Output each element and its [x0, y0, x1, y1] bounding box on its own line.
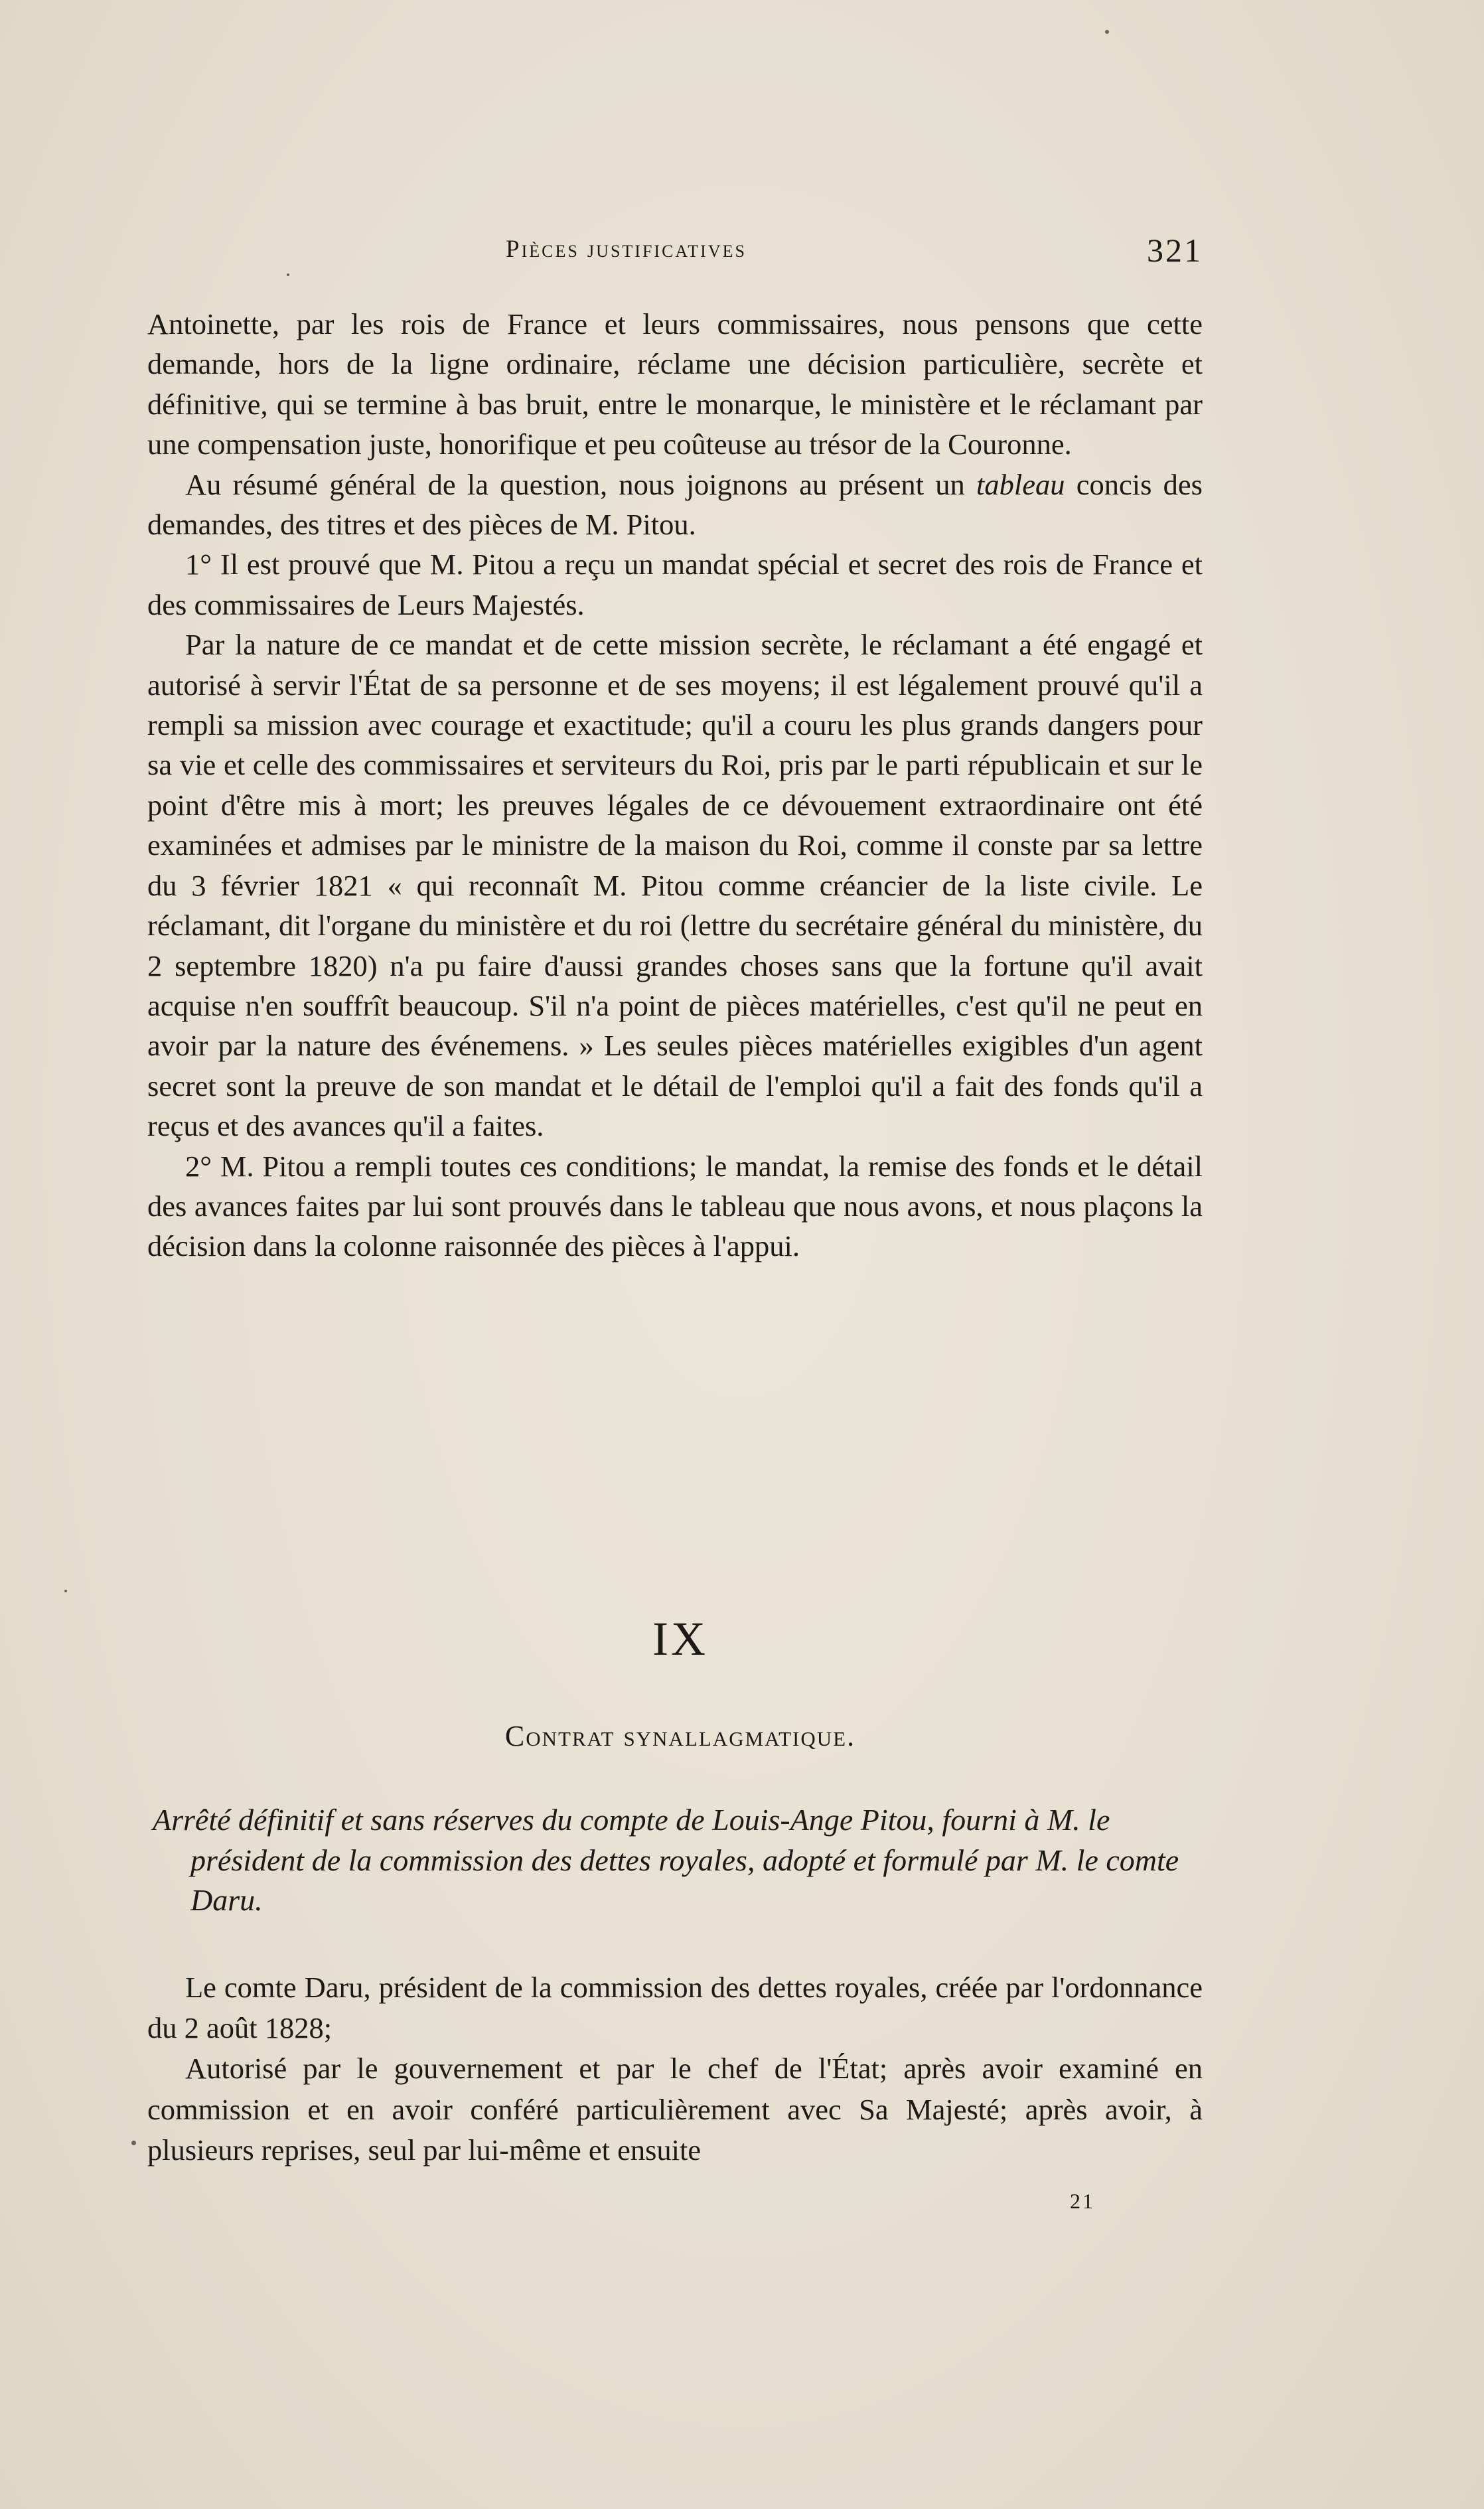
signature-mark: 21 — [1070, 2189, 1095, 2213]
paragraph-point-one: 1° Il est prouvé que M. Pitou a reçu un mandat spécial et secret des rois de France et des commissaires de Leurs Majestés. — [147, 548, 1203, 621]
decree-heading-text: Arrêté définitif et sans réserves du compte de Louis-Ange Pitou, fourni à M. le président de la commission des dettes royales, adopté et formulé par M. le comte Daru. — [153, 1803, 1179, 1917]
decree-paragraph-1: Le comte Daru, président de la commission des dettes royales, créée par l'ordonnance du 2 août 1828; — [147, 1971, 1203, 2045]
paper-speck — [131, 2141, 136, 2145]
summary-rest: concis des demandes, des titres et des pièces de M. Pitou. — [147, 467, 1203, 542]
tableau-word: tableau — [976, 467, 1065, 501]
paper-speck — [64, 1590, 67, 1592]
decree-paragraph-2: Autorisé par le gouvernement et par le chef de l'État; après avoir examiné en commission et en avoir conféré particulièrement avec Sa Majesté; après avoir, à plusieurs reprises, seul par lui-même et ensuite — [147, 2052, 1203, 2167]
paragraph-mission: Par la nature de ce mandat et de cette mission secrète, le réclamant a été engagé et autorisé à servir l'État de sa personne et de ses moyens; il est légalement prouvé qu'il a rempli sa mission avec courage et exactitude; qu'il a couru les plus grands dangers pour sa vie et celle des commissaires et serviteurs du Roi, pris par le parti républicain et sur le point d'être mis à mort; les preuves légales de ce dévouement extraordinaire ont été examinées et admises par le ministre de la maison du Roi, comme il conste par sa lettre du 3 février 1821 « qui reconnaît M. Pitou comme créancier de la liste civile. Le réclamant, dit l'organe du ministère et du roi (lettre du secrétaire général du ministère, du 2 septembre 1820) n'a pu faire d'aussi grandes choses sans que la fortune qu'il avait acquise n'en souffrît beaucoup. S'il n'a point de pièces matérielles, c'est qu'il ne peut en avoir par la nature des événemens. » Les seules pièces matérielles exigibles d'un agent secret sont la preuve de son mandat et le détail de l'emploi qu'il a fait des fonds qu'il a reçus et des avances qu'il a faites. — [147, 628, 1203, 1143]
page-number: 321 — [1147, 232, 1203, 269]
paper-speck — [287, 273, 289, 276]
running-head — [147, 231, 1203, 271]
paragraph-point-two: 2° M. Pitou a rempli toutes ces conditions; le mandat, la remise des fonds et le détail des avances faites par lui sont prouvés dans le tableau que nous avons, et nous plaçons la décision dans la colonne raisonnée des pièces à l'appui. — [147, 1149, 1203, 1263]
summary-lead: Au résumé général de la question, nous joignons au présent un — [185, 467, 976, 501]
body-text — [147, 304, 1203, 1266]
section-title-rest: ontrat synallagmatique. — [526, 1720, 856, 1752]
decree-heading — [153, 1800, 1201, 1921]
paragraph-summary — [147, 465, 1203, 545]
section-numeral: IX — [652, 1612, 708, 1665]
decree-text — [147, 1967, 1203, 2170]
section-title — [0, 1719, 1361, 1753]
running-title: Pièces justificatives — [506, 236, 747, 263]
paragraph-continuation: Antoinette, par les rois de France et leurs commissaires, nous pensons que cette demande, hors de la ligne ordinaire, réclame une décision particulière, secrète et définitive, qui se termine à bas bruit, entre le monarque, le ministère et le réclamant par une compensation juste, honorifique et peu coûteuse au trésor de la Couronne. — [147, 307, 1203, 461]
section-title-initial: C — [504, 1720, 526, 1752]
paper-speck — [1105, 30, 1109, 34]
